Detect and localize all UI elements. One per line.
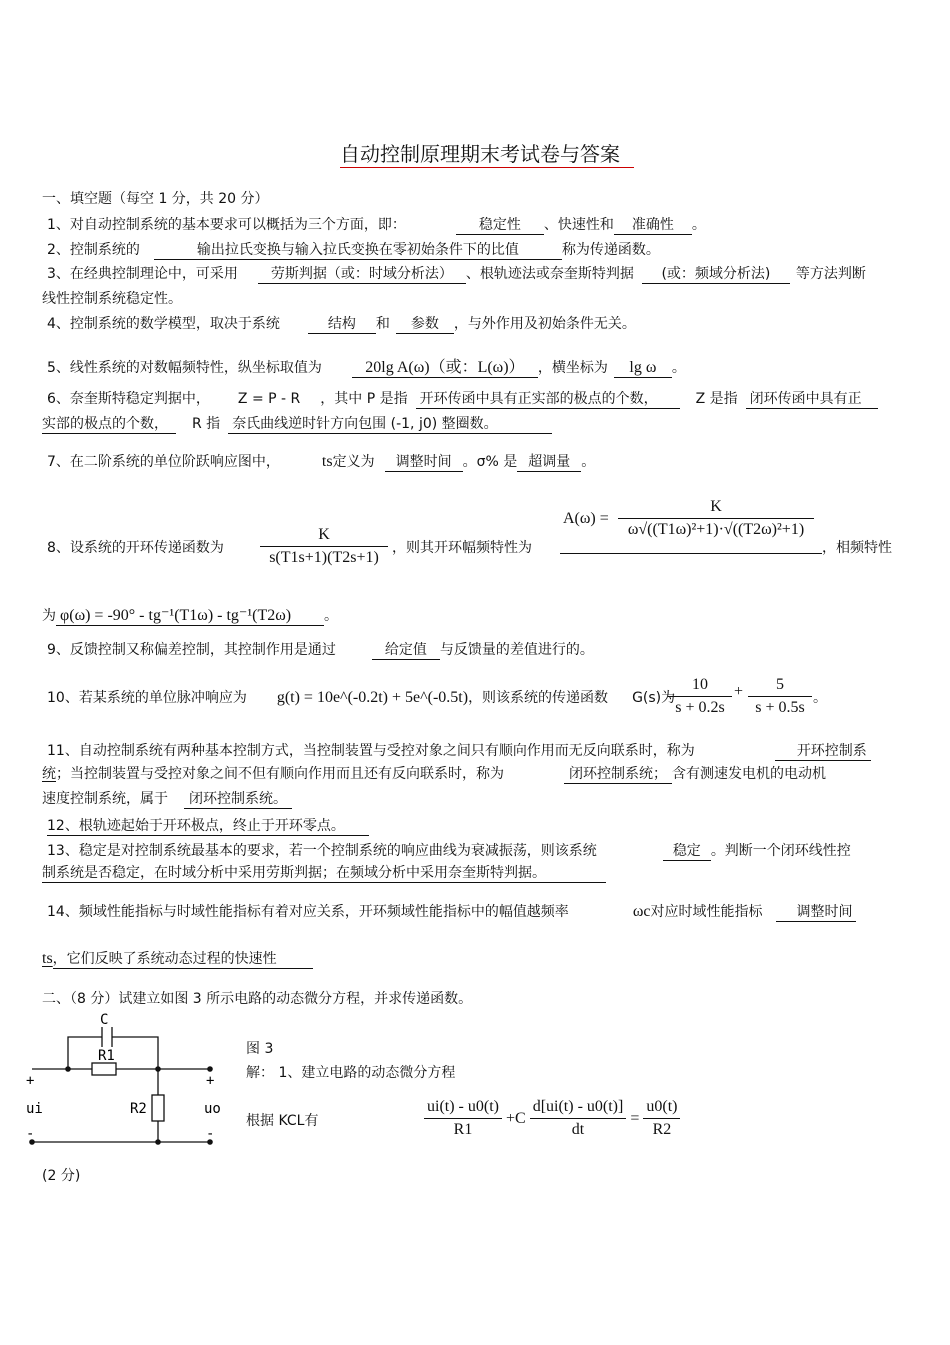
capacitor-label: C: [100, 1012, 109, 1028]
section1-heading: 一、填空题（每空 1 分，共 20 分）: [42, 191, 269, 207]
output-voltage-label: uo: [204, 1101, 221, 1117]
answer-transfer-definition: 输出拉氏变换与输入拉氏变换在零初始条件下的比值: [154, 239, 562, 260]
answer-R: 奈氏曲线逆时针方向包围 (-1, j0) 整圈数。: [228, 413, 552, 434]
answer-overshoot: 超调量: [517, 451, 581, 472]
question-12: 12、根轨迹起始于开环极点，终止于开环零点。: [47, 815, 369, 836]
svg-text:+: +: [26, 1073, 35, 1089]
answer-reference: 给定值: [372, 639, 440, 660]
solution-step-1: 解： 1、建立电路的动态微分方程: [246, 1065, 456, 1081]
answer-closed-loop-2: 闭环控制系统。: [184, 788, 292, 809]
question-7: 7、在二阶系统的单位阶跃响应图中， ts定义为 调整时间 。σ% 是 超调量 。: [47, 453, 596, 470]
question-2: 2、控制系统的 输出拉氏变换与输入拉氏变换在零初始条件下的比值 称为传递函数。: [47, 239, 660, 260]
section2-heading: 二、（8 分）试建立如图 3 所示电路的动态微分方程，并求传递函数。: [42, 991, 473, 1007]
question-14-line2: ts，它们反映了系统动态过程的快速性: [42, 948, 313, 969]
answer-open-loop: 开环控制系: [775, 740, 871, 761]
question-11-line1: 11、自动控制系统有两种基本控制方式，当控制装置与受控对象之间只有顺向作用而无反向联系时，称为 开环控制系: [47, 740, 871, 761]
answer-accuracy: 准确性: [614, 214, 692, 235]
phase-characteristic: φ(ω) = -90° - tg⁻¹(T1ω) - tg⁻¹(T2ω): [56, 605, 324, 626]
answer-parameters: 参数: [396, 313, 454, 334]
figure-label: 图 3: [246, 1041, 274, 1057]
question-3-line2: 线性控制系统稳定性。: [42, 291, 182, 307]
answer-routh: 劳斯判据（或：时域分析法）: [258, 263, 466, 284]
answer-stability: 稳定性: [456, 214, 544, 235]
question-14: 14、频域性能指标与时域性能指标有着对应关系，开环频域性能指标中的幅值越频率 ωc对应时域性能指标 调整时间: [47, 901, 856, 922]
transfer-term-1: $\frac{10}{s + 0.2s}$: [668, 676, 732, 717]
question-8-mid: ，则其开环幅频特性为: [392, 540, 532, 556]
points-note: (2 分): [42, 1168, 81, 1184]
svg-text:-: -: [26, 1126, 35, 1142]
question-4: 4、控制系统的数学模型，取决于系统 结构 和 参数 ，与外作用及初始条件无关。: [47, 313, 636, 334]
question-6: 6、奈奎斯特稳定判据中， Z = P - R ，其中 P 是指 开环传函中具有正实部的极点的个数， Z 是指 闭环传函中具有正: [47, 388, 878, 409]
question-1: 1、对自动控制系统的基本要求可以概括为三个方面，即： 稳定性 、快速性和 准确性 。: [47, 214, 706, 235]
kcl-text: 根据 KCL有: [246, 1113, 319, 1129]
question-3: 3、在经典控制理论中，可采用 劳斯判据（或：时域分析法） 、根轨迹法或奈奎斯特判据 (或：频域分析法) 等方法判断: [47, 263, 866, 284]
answer-structure: 结构: [308, 313, 376, 334]
question-8-pre: 8、设系统的开环传递函数为: [47, 540, 224, 556]
question-6-line2: 实部的极点的个数， R 指 奈氏曲线逆时针方向包围 (-1, j0) 整圈数。: [42, 413, 552, 434]
answer-stable: 稳定: [663, 840, 711, 861]
amplitude-characteristic: $\frac{K}{\text{ω√((T1ω)²+1)·√((T2ω)²+1)}}$: [618, 498, 814, 539]
answer-settling-time-2: 调整时间: [776, 901, 856, 922]
question-13: 13、稳定是对控制系统最基本的要求，若一个控制系统的响应曲线为衰减振荡，则该系统 稳定 。判断一个闭环线性控: [47, 840, 851, 861]
open-loop-transfer-function: $\frac{K}{s(T1s+1)(T2s+1)}$: [260, 526, 388, 567]
svg-text:-: -: [206, 1126, 215, 1142]
page-title: 自动控制原理期末考试卷与答案: [340, 138, 634, 168]
question-13-line2: 制系统是否稳定，在时域分析中采用劳斯判据；在频域分析中采用奈奎斯特判据。: [42, 862, 606, 883]
input-voltage-label: ui: [26, 1101, 43, 1117]
answer-log-magnitude: 20lg A(ω)（或：L(ω)）: [352, 354, 538, 378]
answer-log-frequency: lg ω: [614, 359, 672, 378]
question-9: 9、反馈控制又称偏差控制，其控制作用是通过 给定值 与反馈量的差值进行的。: [47, 639, 594, 660]
svg-text:+: +: [206, 1073, 215, 1089]
answer-Z: 闭环传函中具有正: [746, 388, 878, 409]
question-8-line2: 为 φ(ω) = -90° - tg⁻¹(T1ω) - tg⁻¹(T2ω) 。: [42, 607, 338, 624]
resistor-r1-label: R1: [98, 1048, 115, 1064]
amplitude-answer-line: [560, 553, 822, 554]
answer-frequency: (或：频域分析法): [642, 263, 790, 284]
answer-settling-time: 调整时间: [385, 451, 463, 472]
differential-equation: $\frac{ui(t) - u0(t)}{R1}$ +C $\frac{d[ui(t) - u0(t)]}{dt}$ = $\frac{u0(t)}{R2}$: [424, 1098, 680, 1139]
answer-P: 开环传函中具有正实部的极点的个数，: [416, 388, 680, 409]
resistor-r2-label: R2: [130, 1101, 147, 1117]
transfer-term-2: $\frac{5}{s + 0.5s}$: [748, 676, 812, 717]
question-11-line3: 速度控制系统，属于 闭环控制系统。: [42, 788, 292, 809]
amplitude-lhs: A(ω) =: [563, 510, 609, 527]
circuit-figure-3: [24, 1012, 224, 1152]
question-5: 5、线性系统的对数幅频特性，纵坐标取值为 20lg A(ω)（或：L(ω)） ，横坐标为 lg ω 。: [47, 354, 686, 378]
answer-closed-loop: 闭环控制系统；: [564, 763, 672, 784]
question-8-post: ，相频特性: [822, 540, 892, 556]
question-11-line2: 统；当控制装置与受控对象之间不但有顺向作用而且还有反向联系时，称为 闭环控制系统； 含有测速发电机的电动机: [42, 763, 826, 784]
question-10: 10、若某系统的单位脉冲响应为 g(t) = 10e^(-0.2t) + 5e^(-0.5t)，则该系统的传递函数 G(s)为: [47, 689, 676, 706]
